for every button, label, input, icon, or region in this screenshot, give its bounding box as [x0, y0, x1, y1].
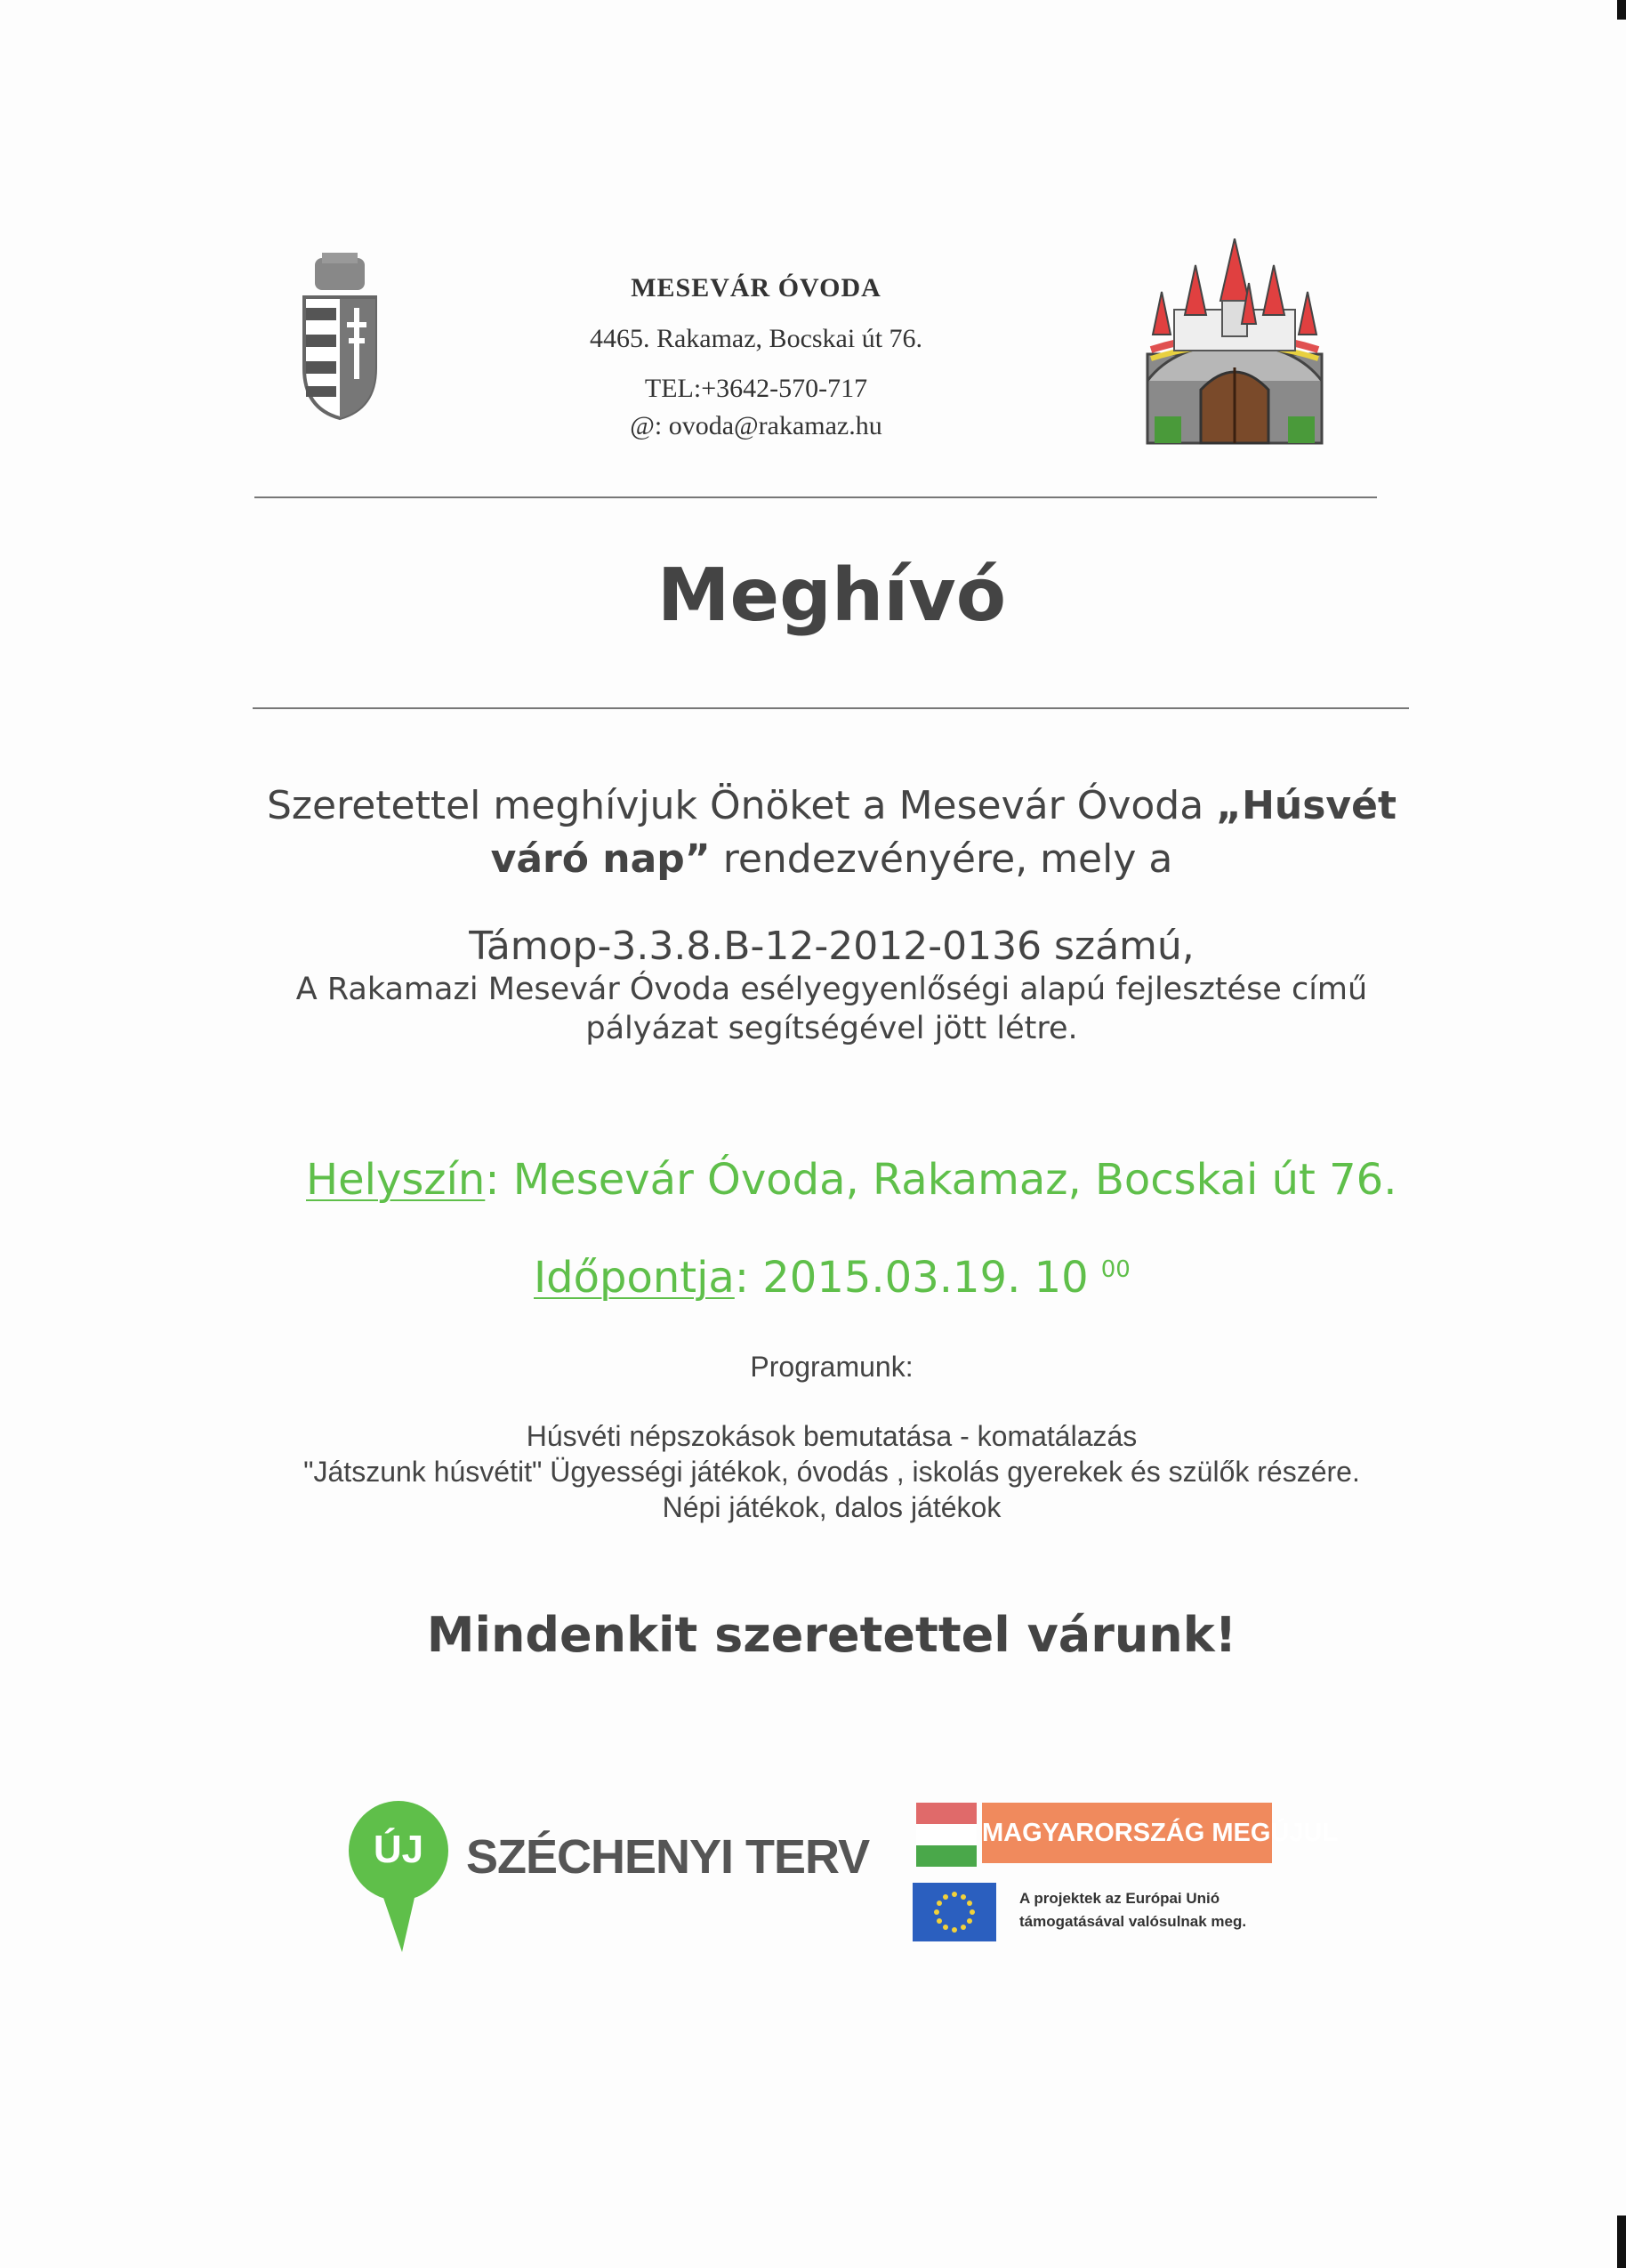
program-heading: Programunk: — [750, 1351, 914, 1383]
event-name-end: váró nap” — [490, 836, 711, 882]
program-item: "Játszunk húsvétit" Ügyességi játékok, óvodás , iskolás gyerekek és szülők részére. — [303, 1456, 1360, 1488]
megujul-banner: MAGYARORSZÁG MEGÚJUL — [982, 1803, 1272, 1863]
scan-edge-mark — [1617, 0, 1626, 20]
title-divider — [253, 707, 1409, 709]
eu-text-line-1: A projektek az Európai Unió — [1019, 1890, 1220, 1907]
intro-text-2: rendezvényére, mely a — [710, 836, 1173, 882]
time-label: Időpontja — [534, 1253, 735, 1303]
project-line-3: pályázat segítségével jött létre. — [585, 1011, 1078, 1046]
page-title: Meghívó — [656, 553, 1007, 638]
szechenyi-logo — [349, 1801, 870, 1952]
hungarian-flag-icon — [916, 1803, 977, 1867]
szechenyi-text: SZÉCHENYI TERV — [466, 1830, 870, 1884]
location-label: Helyszín — [306, 1155, 486, 1205]
eu-flag-icon — [913, 1883, 996, 1941]
time-value: 2015.03.19. 10 — [749, 1253, 1089, 1303]
closing-text: Mindenkit szeretettel várunk! — [426, 1607, 1237, 1663]
szechenyi-badge: ÚJ — [373, 1828, 424, 1871]
coat-of-arms-icon — [299, 253, 381, 422]
eu-text-line-2: támogatásával valósulnak meg. — [1019, 1913, 1247, 1930]
location-line — [306, 1155, 1397, 1205]
program-item: Népi játékok, dalos játékok — [662, 1491, 1002, 1523]
intro-line-2 — [0, 836, 1626, 882]
school-address: 4465. Rakamaz, Bocskai út 76. — [589, 324, 923, 353]
time-line — [534, 1253, 1131, 1303]
project-line-2: A Rakamazi Mesevár Óvoda esélyegyenlőségi alapú fejlesztése című — [295, 972, 1368, 1007]
header-divider — [254, 496, 1377, 498]
intro-line-1 — [0, 783, 1626, 828]
location-value: Mesevár Óvoda, Rakamaz, Bocskai út 76. — [499, 1155, 1397, 1205]
time-minutes: 00 — [1100, 1256, 1131, 1283]
intro-text-1: Szeretettel meghívjuk Önöket a Mesevár Óvoda — [267, 783, 1217, 828]
time-separator: : — [734, 1253, 749, 1303]
scan-edge-mark — [1617, 2216, 1626, 2268]
castle-icon — [1139, 238, 1331, 448]
map-pin-icon — [349, 1801, 448, 1952]
school-name: MESEVÁR ÓVODA — [631, 273, 881, 303]
program-item: Húsvéti népszokások bemutatása - komatálazás — [526, 1420, 1138, 1452]
event-name-start: „Húsvét — [1216, 783, 1397, 828]
school-phone: TEL:+3642-570-717 — [644, 374, 868, 403]
school-email: @: ovoda@rakamaz.hu — [630, 411, 882, 440]
project-line-1: Támop-3.3.8.B-12-2012-0136 számú, — [469, 924, 1195, 969]
location-separator: : — [485, 1155, 500, 1205]
